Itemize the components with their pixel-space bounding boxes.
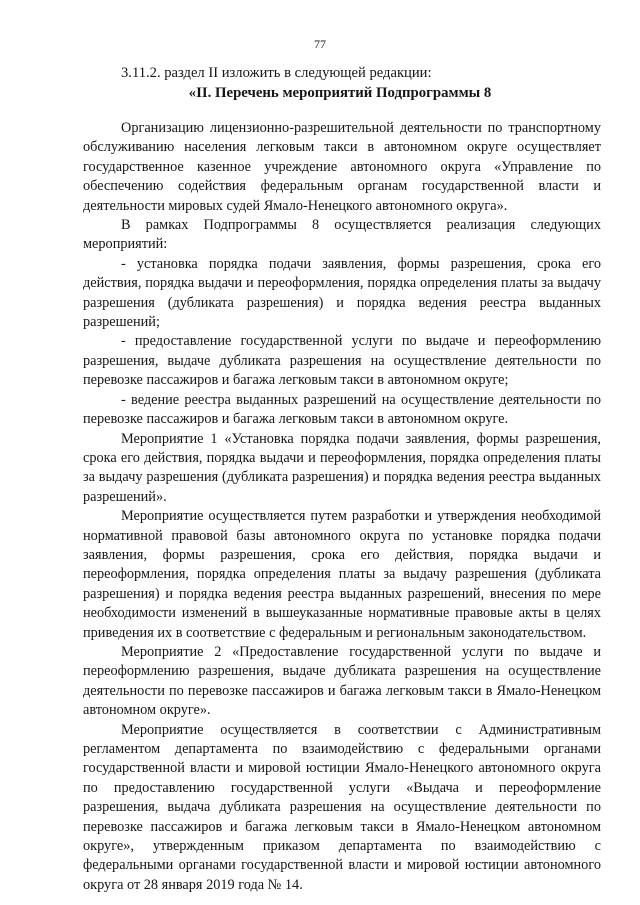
paragraph-measure-1-description: Мероприятие осуществляется путем разработки и утверждения необходимой нормативной правовой базы автономного округа по установке порядка подачи заявления, формы разрешения, срока его действия, порядка выдачи и переоформления, порядка определения платы за выдачу разрешения (дубликата разрешения) и порядка ведения реестра выданных разрешений, внесения по мере необходимости изменений в вышеуказанные нормативные правовые акты в целях приведения их в соответствие с федеральным и региональным законодательством. — [83, 508, 601, 641]
document-body — [83, 119, 601, 895]
paragraph-measures-intro: В рамках Подпрограммы 8 осуществляется реализация следующих мероприятий: — [83, 217, 601, 253]
paragraph-measure-2-description: Мероприятие осуществляется в соответствии с Административным регламентом департамента по взаимодействию с федеральными органами государственной власти и мировой юстиции Ямало-Ненецкого автономного округа по предоставлению государственной услуги «Выдача и переоформление разрешения, выдача дубликата разрешения на осуществление деятельности по перевозке пассажиров и багажа легковым такси в Ямало-Ненецком автономном округе», утвержденным приказом департамента по взаимодействию с федеральными органами государственной власти и мировой юстиции автономного округа от 28 января 2019 года № 14. — [83, 721, 601, 893]
paragraph-measure-2: Мероприятие 2 «Предоставление государственной услуги по выдаче и переоформлению разрешения, выдаче дубликата разрешения на осуществление деятельности по перевозке пассажиров и багажа легковым такси в Ямало-Ненецком автономном округе». — [83, 643, 601, 719]
page-number: 77 — [314, 37, 326, 51]
paragraph-organization: Организацию лицензионно-разрешительной деятельности по транспортному обслуживанию населения легковым такси в автономном округе осуществляет государственное казенное учреждение автономного округа «Управление по обеспечению содействия федеральным органам государственной власти и деятельности мировых судей Ямало-Ненецкого автономного округа». — [83, 120, 601, 214]
paragraph-measure-1: Мероприятие 1 «Установка порядка подачи заявления, формы разрешения, срока его действия, порядка выдачи и переоформления, порядка определения платы за выдачу разрешения (дубликата разрешения) и порядка ведения реестра выданных разрешений». — [83, 430, 601, 505]
section-title: «II. Перечень мероприятий Подпрограммы 8 — [188, 85, 492, 101]
amendment-heading: 3.11.2. раздел II изложить в следующей редакции: — [121, 65, 432, 81]
list-item-procedure: - установка порядка подачи заявления, формы разрешения, срока его действия, порядка выдачи и переоформления, порядка определения платы за выдачу разрешения (дубликата разрешения) и порядка ведения реестра выданных разрешений; — [83, 255, 601, 331]
list-item-service: - предоставление государственной услуги по выдаче и переоформлению разрешения, выдаче дубликата разрешения на осуществление деятельности по перевозке пассажиров и багажа легковым такси в автономном округе; — [83, 333, 601, 389]
list-item-registry: - ведение реестра выданных разрешений на осуществление деятельности по перевозке пассажиров и багажа легковым такси в автономном округе. — [83, 391, 601, 428]
